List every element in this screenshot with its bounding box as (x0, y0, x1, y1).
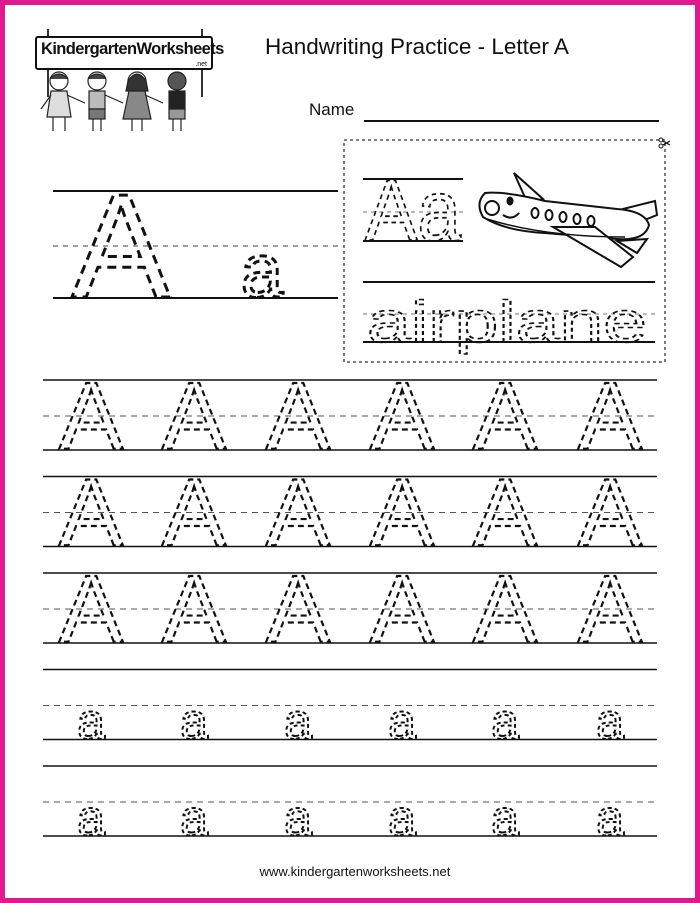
trace-uppercase-a: A (577, 459, 643, 567)
trace-uppercase-a: A (369, 363, 435, 470)
trace-uppercase-a: A (161, 459, 227, 567)
trace-lowercase-a: a (596, 693, 624, 750)
trace-lowercase-a: a (77, 790, 105, 846)
trace-lowercase-a: a (284, 693, 312, 750)
trace-lowercase-a: a (491, 790, 519, 846)
trace-lowercase-a: a (284, 790, 312, 846)
trace-lowercase-a: a (388, 693, 416, 750)
page-title: Handwriting Practice - Letter A (265, 34, 569, 59)
trace-uppercase-a: A (369, 459, 435, 567)
writing-area (5, 5, 695, 865)
card-letters: Aa (365, 163, 462, 259)
model-uppercase-letter: A (71, 164, 171, 329)
trace-lowercase-a: a (388, 790, 416, 846)
trace-uppercase-a: A (369, 556, 435, 663)
footer-url: www.kindergartenworksheets.net (259, 864, 451, 879)
trace-lowercase-a: a (180, 693, 208, 750)
trace-uppercase-a: A (472, 363, 538, 470)
trace-uppercase-a: A (472, 459, 538, 567)
trace-uppercase-a: A (472, 556, 538, 663)
trace-lowercase-a: a (77, 693, 105, 750)
picture-card (344, 138, 670, 362)
logo-text: KindergartenWorksheets (41, 40, 224, 58)
trace-uppercase-a: A (161, 363, 227, 470)
card-word: airplane (367, 290, 647, 355)
trace-uppercase-a: A (161, 556, 227, 663)
practice-rows (43, 363, 657, 846)
trace-lowercase-a: a (491, 693, 519, 750)
airplane-illustration (479, 173, 657, 267)
model-lowercase-letter: a (240, 229, 284, 314)
trace-uppercase-a: A (265, 363, 331, 470)
trace-uppercase-a: A (577, 556, 643, 663)
trace-uppercase-a: A (58, 556, 124, 663)
trace-uppercase-a: A (58, 363, 124, 470)
name-label: Name (309, 100, 355, 119)
trace-uppercase-a: A (265, 459, 331, 567)
trace-lowercase-a: a (596, 790, 624, 846)
trace-lowercase-a: a (180, 790, 208, 846)
trace-uppercase-a: A (577, 363, 643, 470)
logo-suffix: .net (195, 61, 207, 68)
trace-uppercase-a: A (265, 556, 331, 663)
trace-uppercase-a: A (58, 459, 124, 567)
